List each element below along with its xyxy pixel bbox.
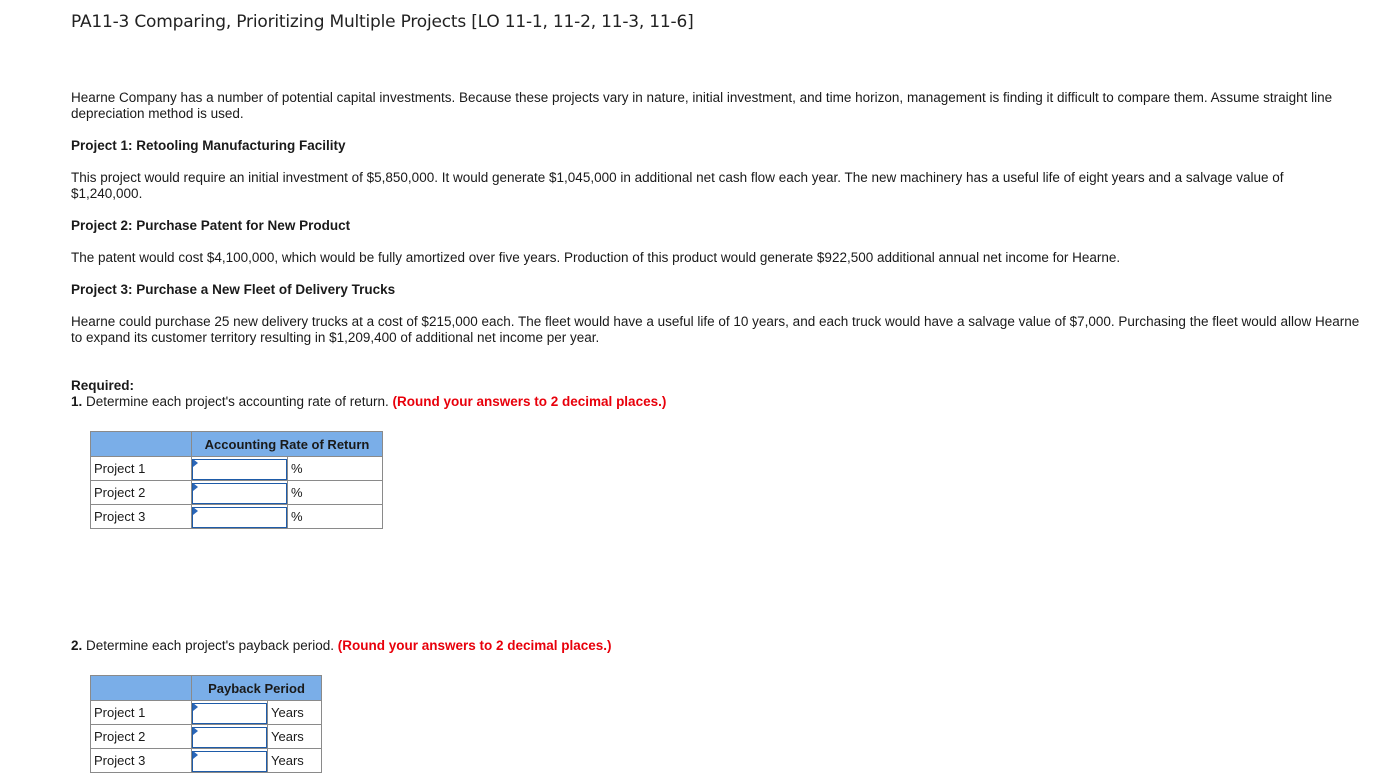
arr-project-1-input[interactable] <box>192 459 287 480</box>
required-label: Required: <box>71 378 135 393</box>
question-1-number: 1. <box>71 394 83 409</box>
question-2-number: 2. <box>71 638 83 653</box>
row-label-project-2: Project 2 <box>91 481 192 505</box>
question-2-prompt <box>71 638 1381 654</box>
table-row <box>91 701 322 725</box>
percent-unit-label: % <box>288 505 383 529</box>
table-row <box>91 457 383 481</box>
page-title: PA11-3 Comparing, Prioritizing Multiple Projects [LO 11-1, 11-2, 11-3, 11-6] <box>71 12 694 32</box>
input-marker-icon <box>193 507 198 515</box>
table-row <box>91 481 383 505</box>
payback-project-3-input[interactable] <box>192 751 267 772</box>
row-label-project-1: Project 1 <box>91 701 192 725</box>
project-1-heading: Project 1: Retooling Manufacturing Facility <box>71 138 346 153</box>
project-2-description: The patent would cost $4,100,000, which would be fully amortized over five years. Production of this product would generate $922,500 additional annual net income for Hearne. <box>71 250 1121 265</box>
arr-project-3-input[interactable] <box>192 507 287 528</box>
payback-period-table <box>90 675 322 773</box>
percent-unit-label: % <box>288 457 383 481</box>
years-unit-label: Years <box>268 701 322 725</box>
row-label-project-2: Project 2 <box>91 725 192 749</box>
payback-project-2-input[interactable] <box>192 727 267 748</box>
years-unit-label: Years <box>268 725 322 749</box>
question-1-instruction: (Round your answers to 2 decimal places.) <box>392 394 667 409</box>
row-label-project-1: Project 1 <box>91 457 192 481</box>
arr-project-2-input[interactable] <box>192 483 287 504</box>
row-label-project-3: Project 3 <box>91 749 192 773</box>
input-marker-icon <box>193 703 198 711</box>
table-row <box>91 505 383 529</box>
input-marker-icon <box>193 727 198 735</box>
question-2-instruction: (Round your answers to 2 decimal places.) <box>337 638 612 653</box>
table-corner-cell <box>91 676 192 701</box>
payback-project-1-input[interactable] <box>192 703 267 724</box>
table-row <box>91 725 322 749</box>
years-unit-label: Years <box>268 749 322 773</box>
question-2-text: Determine each project's payback period. <box>82 638 338 653</box>
accounting-rate-table <box>90 431 383 529</box>
accounting-rate-header: Accounting Rate of Return <box>192 432 383 457</box>
table-row <box>91 749 322 773</box>
percent-unit-label: % <box>288 481 383 505</box>
input-marker-icon <box>193 459 198 467</box>
row-label-project-3: Project 3 <box>91 505 192 529</box>
project-1-description: This project would require an initial investment of $5,850,000. It would generate $1,045,000 in additional net cash flow each year. The new machinery has a useful life of eight years and a salvage value of $1,240,000. <box>71 170 1284 201</box>
input-marker-icon <box>193 483 198 491</box>
intro-paragraph: Hearne Company has a number of potential capital investments. Because these projects vary in nature, initial investment, and time horizon, management is finding it difficult to compare them. Assume straight line depreciation method is used. <box>71 90 1333 121</box>
table-corner-cell <box>91 432 192 457</box>
payback-period-header: Payback Period <box>192 676 322 701</box>
input-marker-icon <box>193 751 198 759</box>
question-1-prompt <box>71 394 1381 410</box>
project-3-heading: Project 3: Purchase a New Fleet of Delivery Trucks <box>71 282 396 297</box>
project-3-description: Hearne could purchase 25 new delivery trucks at a cost of $215,000 each. The fleet would have a useful life of 10 years, and each truck would have a salvage value of $7,000. Purchasing the fleet would allow Hearne to expand its customer territory resulting in $1,209,400 of additional net income per year. <box>71 314 1360 345</box>
project-2-heading: Project 2: Purchase Patent for New Product <box>71 218 351 233</box>
question-1-text: Determine each project's accounting rate of return. <box>82 394 393 409</box>
